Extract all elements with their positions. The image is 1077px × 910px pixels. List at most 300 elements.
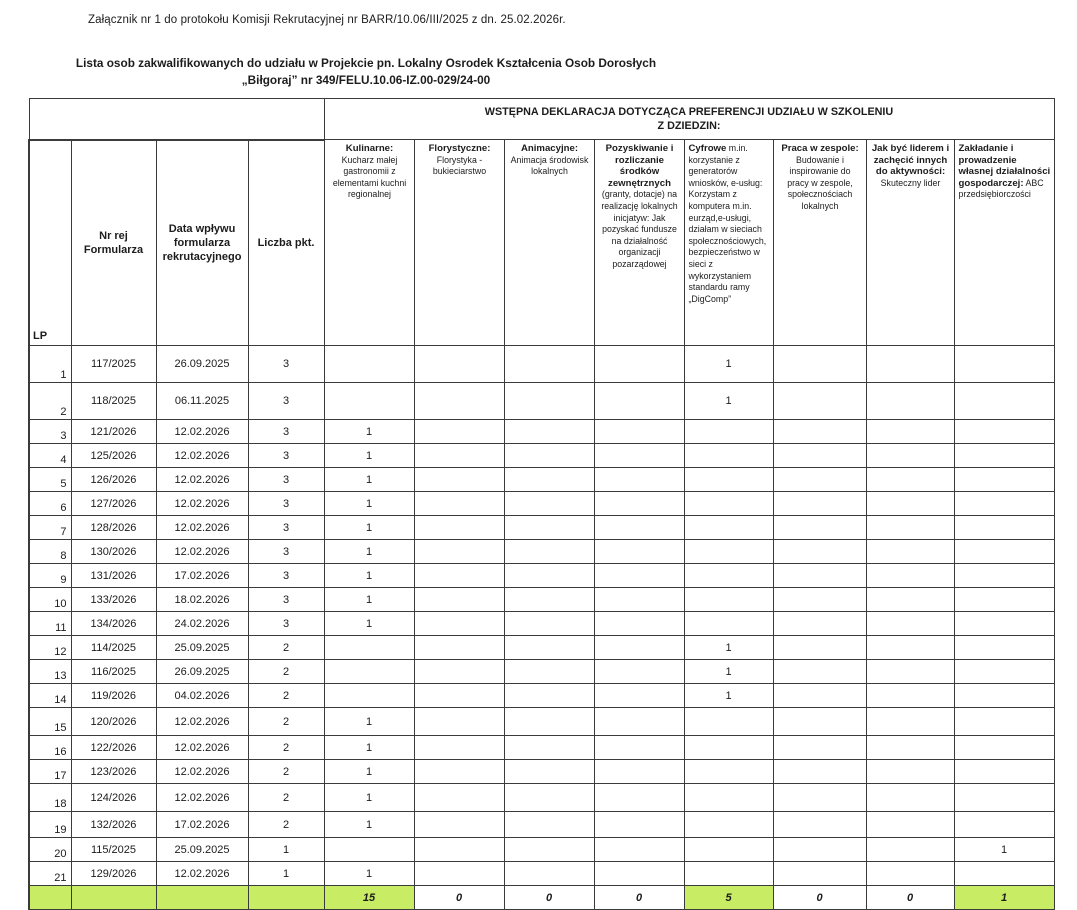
points-cell: 3 <box>248 564 324 588</box>
pref-cell-6 <box>773 346 866 383</box>
pref-cell-3 <box>504 784 594 812</box>
points-cell: 3 <box>248 588 324 612</box>
category-header-4: Pozyskiwanie i rozliczanie środków zewnętrznych (granty, dotacje) na realizację lokalnych inicjatyw: Jak pozyskać fundusze na działalność organizacji pozarządowej <box>594 140 684 346</box>
pref-cell-8 <box>954 346 1054 383</box>
points-cell: 1 <box>248 838 324 862</box>
nr-rej-cell: 119/2026 <box>71 684 156 708</box>
date-cell: 18.02.2026 <box>156 588 248 612</box>
category-label: Praca w zespole: <box>781 143 859 154</box>
table-row <box>29 383 1054 420</box>
pref-cell-7 <box>866 660 954 684</box>
pref-cell-6 <box>773 812 866 838</box>
date-cell: 12.02.2026 <box>156 708 248 736</box>
pref-cell-4 <box>594 564 684 588</box>
pref-cell-1 <box>324 684 414 708</box>
pref-cell-3 <box>504 346 594 383</box>
pref-cell-7 <box>866 540 954 564</box>
pref-cell-8 <box>954 784 1054 812</box>
pref-cell-5 <box>684 444 773 468</box>
pref-cell-1: 1 <box>324 736 414 760</box>
nr-rej-cell: 130/2026 <box>71 540 156 564</box>
category-header-8: Zakładanie i prowadzenie własnej działalności gospodarczej: ABC przedsiębiorczości <box>954 140 1054 346</box>
pref-cell-1: 1 <box>324 540 414 564</box>
pref-cell-8 <box>954 540 1054 564</box>
date-cell: 12.02.2026 <box>156 516 248 540</box>
pref-cell-4 <box>594 784 684 812</box>
pref-cell-8 <box>954 736 1054 760</box>
pref-cell-7 <box>866 684 954 708</box>
category-header-3: Animacyjne: Animacja środowisk lokalnych <box>504 140 594 346</box>
pref-cell-8 <box>954 612 1054 636</box>
pref-cell-5 <box>684 420 773 444</box>
pref-cell-2 <box>414 383 504 420</box>
pref-cell-2 <box>414 564 504 588</box>
points-cell: 2 <box>248 784 324 812</box>
pref-cell-3 <box>504 660 594 684</box>
date-cell: 26.09.2025 <box>156 660 248 684</box>
pref-cell-2 <box>414 468 504 492</box>
table-row <box>29 588 1054 612</box>
pref-cell-1: 1 <box>324 444 414 468</box>
lp-cell: 21 <box>29 862 71 886</box>
pref-cell-8 <box>954 708 1054 736</box>
table-row <box>29 684 1054 708</box>
pref-cell-8 <box>954 564 1054 588</box>
nr-rej-cell: 126/2026 <box>71 468 156 492</box>
lp-cell: 5 <box>29 468 71 492</box>
category-header-5: Cyfrowe m.in. korzystanie z generatorów wniosków, e-usług: Korzystam z komputera m.in. eurząd,e-usługi, działam w sieciach społecznościowych, bezpieczeństwo w sieci z wykorzystaniem standardu ramy „DigComp” <box>684 140 773 346</box>
pref-cell-5: 1 <box>684 660 773 684</box>
pref-cell-7 <box>866 736 954 760</box>
pref-cell-8 <box>954 862 1054 886</box>
pref-cell-2 <box>414 684 504 708</box>
nr-rej-cell: 125/2026 <box>71 444 156 468</box>
table-row <box>29 420 1054 444</box>
pref-cell-3 <box>504 612 594 636</box>
date-cell: 04.02.2026 <box>156 684 248 708</box>
pref-cell-5: 1 <box>684 383 773 420</box>
points-cell: 3 <box>248 420 324 444</box>
pref-cell-8 <box>954 492 1054 516</box>
pref-cell-3 <box>504 812 594 838</box>
nr-rej-cell: 127/2026 <box>71 492 156 516</box>
pref-cell-7 <box>866 784 954 812</box>
lp-cell: 3 <box>29 420 71 444</box>
points-cell: 3 <box>248 516 324 540</box>
pref-cell-5 <box>684 760 773 784</box>
pref-cell-7 <box>866 468 954 492</box>
pref-cell-6 <box>773 540 866 564</box>
summary-total-2: 0 <box>414 886 504 910</box>
pref-cell-1: 1 <box>324 708 414 736</box>
lp-cell: 4 <box>29 444 71 468</box>
pref-cell-1: 1 <box>324 588 414 612</box>
pref-cell-3 <box>504 383 594 420</box>
pref-cell-4 <box>594 516 684 540</box>
pref-cell-1 <box>324 838 414 862</box>
pref-cell-2 <box>414 660 504 684</box>
summary-total-6: 0 <box>773 886 866 910</box>
lp-cell: 11 <box>29 612 71 636</box>
column-header-liczba-pkt: Liczba pkt. <box>248 140 324 346</box>
nr-rej-cell: 128/2026 <box>71 516 156 540</box>
pref-cell-2 <box>414 588 504 612</box>
pref-cell-6 <box>773 636 866 660</box>
pref-cell-5 <box>684 784 773 812</box>
date-cell: 24.02.2026 <box>156 612 248 636</box>
summary-total-7: 0 <box>866 886 954 910</box>
date-cell: 12.02.2026 <box>156 784 248 812</box>
nr-rej-cell: 120/2026 <box>71 708 156 736</box>
nr-rej-cell: 121/2026 <box>71 420 156 444</box>
pref-cell-6 <box>773 564 866 588</box>
pref-cell-1: 1 <box>324 564 414 588</box>
column-header-data-wplywu: Data wpływu formularza rekrutacyjnego <box>156 140 248 346</box>
pref-cell-1 <box>324 660 414 684</box>
lp-cell: 8 <box>29 540 71 564</box>
category-header-6: Praca w zespole: Budowanie i inspirowanie do pracy w zespole, społecznościach lokalnych <box>773 140 866 346</box>
pref-cell-7 <box>866 838 954 862</box>
pref-cell-8 <box>954 660 1054 684</box>
pref-cell-3 <box>504 736 594 760</box>
document-title <box>36 55 696 89</box>
nr-rej-cell: 116/2025 <box>71 660 156 684</box>
pref-cell-8 <box>954 383 1054 420</box>
pref-cell-2 <box>414 708 504 736</box>
nr-rej-cell: 131/2026 <box>71 564 156 588</box>
lp-cell: 19 <box>29 812 71 838</box>
pref-cell-3 <box>504 838 594 862</box>
table-row <box>29 812 1054 838</box>
pref-cell-1: 1 <box>324 516 414 540</box>
lp-cell: 12 <box>29 636 71 660</box>
pref-cell-2 <box>414 784 504 812</box>
summary-total-1: 15 <box>324 886 414 910</box>
summary-empty-cell <box>156 886 248 910</box>
pref-cell-3 <box>504 588 594 612</box>
pref-cell-1: 1 <box>324 862 414 886</box>
table-row <box>29 784 1054 812</box>
pref-cell-8 <box>954 684 1054 708</box>
pref-cell-7 <box>866 708 954 736</box>
pref-cell-8 <box>954 636 1054 660</box>
points-cell: 2 <box>248 708 324 736</box>
nr-rej-cell: 134/2026 <box>71 612 156 636</box>
pref-cell-1 <box>324 636 414 660</box>
points-cell: 3 <box>248 540 324 564</box>
pref-cell-2 <box>414 346 504 383</box>
points-cell: 3 <box>248 612 324 636</box>
table-row <box>29 564 1054 588</box>
pref-cell-6 <box>773 838 866 862</box>
pref-cell-8 <box>954 516 1054 540</box>
pref-cell-8 <box>954 588 1054 612</box>
pref-cell-4 <box>594 588 684 612</box>
pref-cell-8 <box>954 812 1054 838</box>
pref-cell-2 <box>414 838 504 862</box>
pref-cell-7 <box>866 492 954 516</box>
date-cell: 12.02.2026 <box>156 492 248 516</box>
pref-cell-4 <box>594 660 684 684</box>
pref-cell-7 <box>866 420 954 444</box>
points-cell: 2 <box>248 760 324 784</box>
pref-cell-4 <box>594 708 684 736</box>
pref-cell-6 <box>773 736 866 760</box>
band-line-1: WSTĘPNA DEKLARACJA DOTYCZĄCA PREFERENCJI UDZIAŁU W SZKOLENIU <box>484 106 894 118</box>
pref-cell-3 <box>504 636 594 660</box>
pref-cell-3 <box>504 708 594 736</box>
pref-cell-6 <box>773 420 866 444</box>
table-row <box>29 468 1054 492</box>
lp-cell: 20 <box>29 838 71 862</box>
pref-cell-6 <box>773 708 866 736</box>
lp-cell: 17 <box>29 760 71 784</box>
category-label: Zakładanie i prowadzenie własnej działalności gospodarczej: <box>958 143 1051 189</box>
pref-cell-7 <box>866 516 954 540</box>
pref-cell-8 <box>954 468 1054 492</box>
table-row <box>29 612 1054 636</box>
points-cell: 1 <box>248 862 324 886</box>
lp-cell: 14 <box>29 684 71 708</box>
category-label: Kulinarne: <box>345 143 394 154</box>
pref-cell-7 <box>866 612 954 636</box>
pref-cell-6 <box>773 588 866 612</box>
summary-empty-cell <box>248 886 324 910</box>
pref-cell-7 <box>866 444 954 468</box>
date-cell: 17.02.2026 <box>156 812 248 838</box>
pref-cell-8 <box>954 760 1054 784</box>
category-label: Florystyczne: <box>428 143 491 154</box>
points-cell: 3 <box>248 383 324 420</box>
pref-cell-3 <box>504 516 594 540</box>
table-row <box>29 636 1054 660</box>
pref-cell-8 <box>954 420 1054 444</box>
date-cell: 12.02.2026 <box>156 862 248 886</box>
pref-cell-5 <box>684 516 773 540</box>
preferences-band-header <box>324 99 1054 140</box>
category-label: Jak być liderem i zachęcić innych do aktywności: <box>871 143 950 178</box>
pref-cell-7 <box>866 760 954 784</box>
lp-cell: 7 <box>29 516 71 540</box>
qualified-list-table <box>28 98 1055 910</box>
pref-cell-6 <box>773 383 866 420</box>
pref-cell-3 <box>504 420 594 444</box>
points-cell: 3 <box>248 444 324 468</box>
points-cell: 3 <box>248 346 324 383</box>
header-spacer <box>29 99 324 140</box>
pref-cell-5: 1 <box>684 346 773 383</box>
table-row <box>29 708 1054 736</box>
summary-total-4: 0 <box>594 886 684 910</box>
pref-cell-6 <box>773 612 866 636</box>
date-cell: 12.02.2026 <box>156 444 248 468</box>
pref-cell-3 <box>504 564 594 588</box>
pref-cell-7 <box>866 588 954 612</box>
table-row <box>29 540 1054 564</box>
pref-cell-6 <box>773 516 866 540</box>
table-row <box>29 492 1054 516</box>
pref-cell-2 <box>414 736 504 760</box>
points-cell: 2 <box>248 736 324 760</box>
category-header-2: Florystyczne: Florystyka - bukieciarstwo <box>414 140 504 346</box>
lp-cell: 13 <box>29 660 71 684</box>
points-cell: 2 <box>248 660 324 684</box>
pref-cell-3 <box>504 492 594 516</box>
table-row <box>29 838 1054 862</box>
points-cell: 3 <box>248 468 324 492</box>
date-cell: 12.02.2026 <box>156 736 248 760</box>
pref-cell-8: 1 <box>954 838 1054 862</box>
pref-cell-1: 1 <box>324 612 414 636</box>
pref-cell-4 <box>594 736 684 760</box>
title-line-2: „Biłgoraj” nr 349/FELU.10.06-IZ.00-029/24-00 <box>241 73 491 87</box>
pref-cell-5 <box>684 862 773 886</box>
date-cell: 12.02.2026 <box>156 420 248 444</box>
pref-cell-1 <box>324 383 414 420</box>
pref-cell-5 <box>684 708 773 736</box>
category-header-7: Jak być liderem i zachęcić innych do aktywności: Skuteczny lider <box>866 140 954 346</box>
nr-rej-cell: 124/2026 <box>71 784 156 812</box>
pref-cell-5 <box>684 838 773 862</box>
category-label: Animacyjne: <box>520 143 579 154</box>
pref-cell-6 <box>773 468 866 492</box>
pref-cell-4 <box>594 383 684 420</box>
column-header-row <box>29 140 1054 346</box>
summary-total-5: 5 <box>684 886 773 910</box>
pref-cell-6 <box>773 760 866 784</box>
pref-cell-4 <box>594 346 684 383</box>
pref-cell-7 <box>866 812 954 838</box>
nr-rej-cell: 118/2025 <box>71 383 156 420</box>
category-header-1: Kulinarne: Kucharz małej gastronomii z elementami kuchni regionalnej <box>324 140 414 346</box>
pref-cell-2 <box>414 812 504 838</box>
pref-cell-7 <box>866 636 954 660</box>
date-cell: 25.09.2025 <box>156 838 248 862</box>
pref-cell-4 <box>594 444 684 468</box>
pref-cell-1 <box>324 346 414 383</box>
table-body <box>29 346 1054 886</box>
category-label: Pozyskiwanie i rozliczanie środków zewnętrznych <box>605 143 674 189</box>
pref-cell-1: 1 <box>324 420 414 444</box>
pref-cell-2 <box>414 612 504 636</box>
lp-cell: 15 <box>29 708 71 736</box>
column-header-lp: LP <box>29 140 71 346</box>
pref-cell-2 <box>414 444 504 468</box>
lp-cell: 9 <box>29 564 71 588</box>
pref-cell-4 <box>594 862 684 886</box>
pref-cell-1: 1 <box>324 468 414 492</box>
title-line-1: Lista osob zakwalifikowanych do udziału w Projekcie pn. Lokalny Osrodek Kształcenia Osob Dorosłych <box>75 56 657 70</box>
nr-rej-cell: 122/2026 <box>71 736 156 760</box>
pref-cell-3 <box>504 760 594 784</box>
nr-rej-cell: 115/2025 <box>71 838 156 862</box>
nr-rej-cell: 133/2026 <box>71 588 156 612</box>
pref-cell-6 <box>773 784 866 812</box>
table-row <box>29 346 1054 383</box>
lp-cell: 2 <box>29 383 71 420</box>
pref-cell-6 <box>773 660 866 684</box>
pref-cell-4 <box>594 684 684 708</box>
points-cell: 2 <box>248 812 324 838</box>
pref-cell-8 <box>954 444 1054 468</box>
pref-cell-4 <box>594 468 684 492</box>
pref-cell-2 <box>414 540 504 564</box>
pref-cell-5: 1 <box>684 684 773 708</box>
pref-cell-6 <box>773 492 866 516</box>
pref-cell-3 <box>504 684 594 708</box>
summary-total-3: 0 <box>504 886 594 910</box>
table-row <box>29 444 1054 468</box>
date-cell: 25.09.2025 <box>156 636 248 660</box>
pref-cell-5 <box>684 540 773 564</box>
pref-cell-4 <box>594 540 684 564</box>
lp-cell: 1 <box>29 346 71 383</box>
pref-cell-7 <box>866 346 954 383</box>
pref-cell-1: 1 <box>324 784 414 812</box>
pref-cell-1: 1 <box>324 812 414 838</box>
nr-rej-cell: 123/2026 <box>71 760 156 784</box>
category-label: Cyfrowe <box>688 143 727 154</box>
pref-cell-4 <box>594 492 684 516</box>
date-cell: 06.11.2025 <box>156 383 248 420</box>
pref-cell-5: 1 <box>684 636 773 660</box>
pref-cell-1: 1 <box>324 760 414 784</box>
pref-cell-2 <box>414 420 504 444</box>
pref-cell-4 <box>594 812 684 838</box>
points-cell: 2 <box>248 636 324 660</box>
pref-cell-3 <box>504 444 594 468</box>
pref-cell-5 <box>684 468 773 492</box>
pref-cell-3 <box>504 540 594 564</box>
table-row <box>29 516 1054 540</box>
pref-cell-4 <box>594 636 684 660</box>
table-row <box>29 660 1054 684</box>
pref-cell-4 <box>594 612 684 636</box>
pref-cell-5 <box>684 812 773 838</box>
date-cell: 17.02.2026 <box>156 564 248 588</box>
lp-cell: 16 <box>29 736 71 760</box>
nr-rej-cell: 129/2026 <box>71 862 156 886</box>
pref-cell-2 <box>414 516 504 540</box>
pref-cell-5 <box>684 588 773 612</box>
pref-cell-5 <box>684 736 773 760</box>
column-header-nr-rej: Nr rej Formularza <box>71 140 156 346</box>
nr-rej-cell: 132/2026 <box>71 812 156 838</box>
pref-cell-6 <box>773 684 866 708</box>
pref-cell-5 <box>684 564 773 588</box>
pref-cell-5 <box>684 492 773 516</box>
date-cell: 12.02.2026 <box>156 540 248 564</box>
pref-cell-2 <box>414 636 504 660</box>
summary-empty-cell <box>29 886 71 910</box>
date-cell: 12.02.2026 <box>156 760 248 784</box>
pref-cell-4 <box>594 420 684 444</box>
date-cell: 26.09.2025 <box>156 346 248 383</box>
band-line-2: Z DZIEDZIN: <box>657 120 721 132</box>
pref-cell-5 <box>684 612 773 636</box>
band-header-row <box>29 99 1054 140</box>
pref-cell-4 <box>594 760 684 784</box>
nr-rej-cell: 117/2025 <box>71 346 156 383</box>
points-cell: 3 <box>248 492 324 516</box>
lp-cell: 18 <box>29 784 71 812</box>
table-row <box>29 760 1054 784</box>
table-row <box>29 736 1054 760</box>
date-cell: 12.02.2026 <box>156 468 248 492</box>
lp-cell: 6 <box>29 492 71 516</box>
pref-cell-7 <box>866 862 954 886</box>
pref-cell-6 <box>773 444 866 468</box>
